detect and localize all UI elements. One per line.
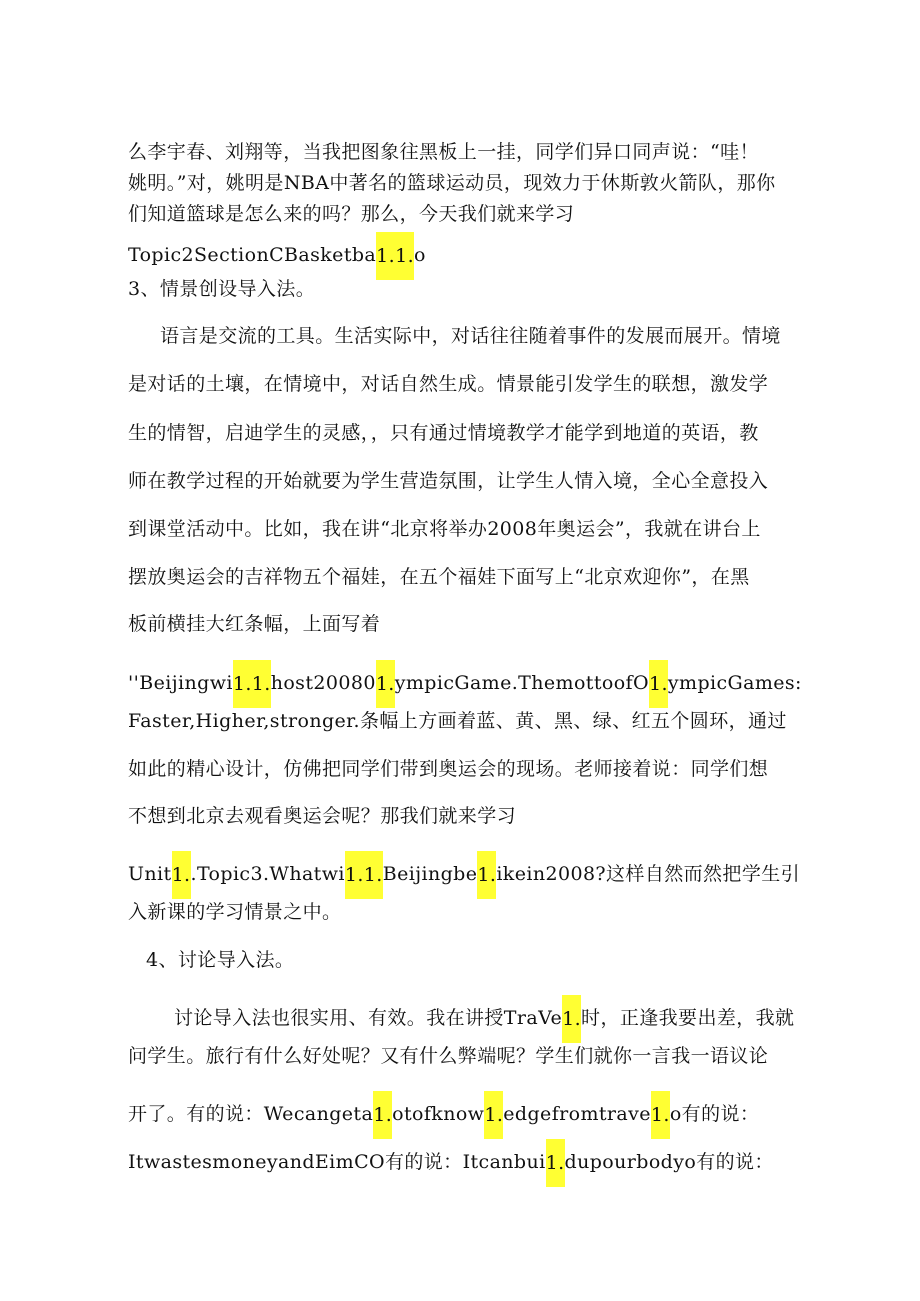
text-line	[128, 756, 768, 782]
text-line	[128, 516, 761, 542]
highlighted-text: 1.	[649, 660, 668, 708]
text-line	[128, 1043, 768, 1069]
text-segment: 们知道篮球是怎么来的吗？那么，今天我们就来学习	[128, 203, 575, 225]
highlighted-text: 1.1.	[233, 660, 271, 708]
text-segment: ItwastesmoneyandEimCO有的说：Itcanbui	[128, 1151, 546, 1173]
highlighted-text: 1.	[373, 1091, 392, 1139]
text-line	[174, 995, 794, 1043]
text-segment: o有的说：	[669, 1103, 760, 1125]
text-segment: 时，正逢我要出差，我就	[581, 1007, 795, 1029]
highlighted-text: 1.1.	[376, 232, 414, 280]
text-line	[128, 276, 315, 302]
text-segment: 是对话的土壤，在情境中，对话自然生成。情景能引发学生的联想，激发学	[128, 373, 769, 395]
text-line	[128, 170, 776, 196]
text-segment: 问学生。旅行有什么好处呢？又有什么弊端呢？学生们就你一言我一语议论	[128, 1045, 769, 1067]
text-line	[128, 611, 380, 637]
highlighted-text: 1.	[376, 660, 395, 708]
text-segment: Faster,Higher,stronger.条幅上方画着蓝、黄、黑、绿、红五个圆环，通过	[128, 710, 787, 732]
text-segment: 讨论导入法也很实用、有效。我在讲授TraVe	[174, 1007, 563, 1029]
highlighted-text: 1.	[172, 851, 191, 899]
text-segment: host20080	[270, 672, 376, 694]
text-segment: ympicGames:	[667, 672, 802, 694]
text-line	[128, 371, 768, 397]
text-line	[128, 803, 516, 829]
text-line	[128, 232, 426, 280]
text-segment: 师在教学过程的开始就要为学生营造氛围，让学生人情入境，全心全意投入	[128, 470, 769, 492]
text-segment: ''Beijingwi	[128, 672, 233, 694]
text-segment: 生的情智，启迪学生的灵感，，只有通过情境教学才能学到地道的英语，教	[128, 422, 759, 444]
text-segment: otofknow	[392, 1103, 485, 1125]
text-line	[128, 420, 759, 446]
text-segment: 到课堂活动中。比如，我在讲“北京将举办2008年奥运会”，我就在讲台上	[128, 518, 761, 540]
text-segment: 入新课的学习情景之中。	[128, 901, 342, 923]
text-segment: 板前横挂大红条幅，上面写着	[128, 613, 381, 635]
highlighted-text: 1.	[546, 1139, 565, 1187]
highlighted-text: 1.	[484, 1091, 503, 1139]
text-segment: ikein2008?这样自然而然把学生引	[496, 863, 801, 885]
text-segment: 语言是交流的工具。生活实际中，对话往往随着事件的发展而展开。情境	[160, 325, 781, 347]
text-segment: Beijingbe	[382, 863, 478, 885]
text-line	[128, 1091, 759, 1139]
text-line	[128, 851, 800, 899]
text-segment: 不想到北京去观看奥运会呢？那我们就来学习	[128, 805, 517, 827]
text-segment: 摆放奥运会的吉祥物五个福娃，在五个福娃下面写上“北京欢迎你”，在黑	[128, 566, 750, 588]
highlighted-text: 1.	[477, 851, 496, 899]
text-line	[128, 139, 759, 165]
text-segment: 3、情景创设导入法。	[128, 278, 316, 300]
text-line	[160, 323, 781, 349]
text-line	[146, 947, 294, 973]
text-segment: 如此的精心设计，仿佛把同学们带到奥运会的现场。老师接着说：同学们想	[128, 758, 769, 780]
text-segment: 开了。有的说：Wecangeta	[128, 1103, 374, 1125]
text-segment: Topic2SectionCBasketba	[128, 244, 377, 266]
text-line	[128, 468, 768, 494]
text-segment: 姚明。”对，姚明是NBA中著名的篮球运动员，现效力于休斯敦火箭队，那你	[128, 172, 776, 194]
text-segment: 么李宇春、刘翔等，当我把图象往黑板上一挂，同学们异口同声说：“哇！	[128, 141, 759, 163]
text-segment: edgefromtrave	[503, 1103, 651, 1125]
text-line	[128, 1139, 774, 1187]
text-line	[128, 660, 802, 708]
text-segment: o	[414, 244, 426, 266]
text-segment: dupourbodyo有的说：	[564, 1151, 774, 1173]
text-line	[128, 201, 574, 227]
text-line	[128, 708, 787, 734]
text-segment: 4、讨论导入法。	[146, 949, 295, 971]
text-line	[128, 899, 341, 925]
text-line	[128, 564, 750, 590]
highlighted-text: 1.1.	[345, 851, 383, 899]
highlighted-text: 1.	[651, 1091, 670, 1139]
text-segment: .Topic3.Whatwi	[190, 863, 345, 885]
highlighted-text: 1.	[562, 995, 581, 1043]
text-segment: ympicGame.ThemottoofO	[394, 672, 649, 694]
text-segment: Unit	[128, 863, 172, 885]
